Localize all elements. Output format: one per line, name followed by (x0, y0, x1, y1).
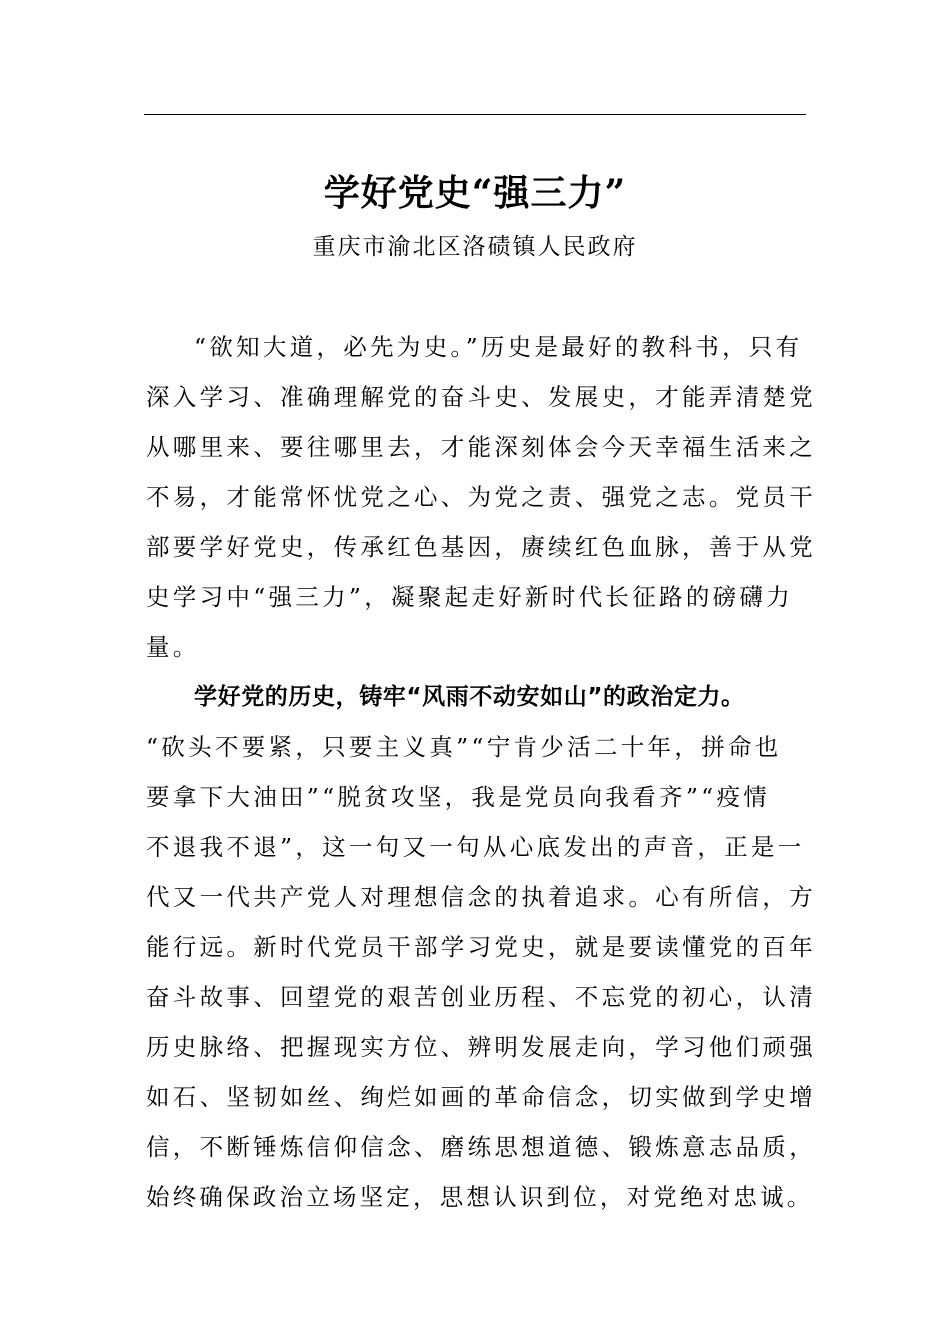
document-title: 学好党史“强三力” (323, 172, 627, 214)
paragraph-intro (146, 322, 822, 672)
text-line: 能行远。新时代党员干部学习党史，就是要读懂党的百年 (146, 933, 816, 961)
text-line: 始终确保政治立场坚定，思想认识到位，对党绝对忠诚。 (146, 1183, 814, 1211)
text-line: 历史脉络、把握现实方位、辨明发展走向，学习他们顽强 (146, 1033, 816, 1061)
header-rule (144, 114, 806, 115)
text-line: 从哪里来、要往哪里去，才能深刻体会今天幸福生活来之 (146, 433, 816, 461)
text-line: 史学习中“强三力”，凝聚起走好新时代长征路的磅礴力 (146, 583, 794, 611)
text-line: “砍头不要紧，只要主义真”“宁肯少活二十年，拼命也 (146, 733, 782, 761)
text-line: 奋斗故事、回望党的艰苦创业历程、不忘党的初心，认清 (146, 983, 816, 1011)
text-line: “欲知大道，必先为史。”历史是最好的教科书，只有 (194, 333, 803, 361)
text-line: 量。 (146, 633, 200, 661)
document-author: 重庆市渝北区洛碛镇人民政府 (312, 234, 638, 260)
text-line: 要拿下大油田”“脱贫攻坚，我是党员向我看齐”“疫情 (146, 783, 771, 811)
text-line: 代又一代共产党人对理想信念的执着追求。心有所信，方 (146, 883, 816, 911)
paragraph-section-1 (146, 672, 822, 1222)
document-body (146, 322, 822, 1222)
section-heading: 学好党的历史，铸牢“风雨不动安如山”的政治定力。 (194, 684, 745, 710)
text-line: 不退我不退”，这一句又一句从心底发出的声音，正是一 (146, 833, 805, 861)
text-line: 部要学好党史，传承红色基因，赓续红色血脉，善于从党 (146, 533, 816, 561)
text-line: 不易，才能常怀忧党之心、为党之责、强党之志。党员干 (146, 483, 816, 511)
text-line: 如石、坚韧如丝、绚烂如画的革命信念，切实做到学史增 (146, 1083, 816, 1111)
text-line: 深入学习、准确理解党的奋斗史、发展史，才能弄清楚党 (146, 383, 816, 411)
text-line: 信，不断锤炼信仰信念、磨练思想道德、锻炼意志品质， (146, 1133, 816, 1161)
